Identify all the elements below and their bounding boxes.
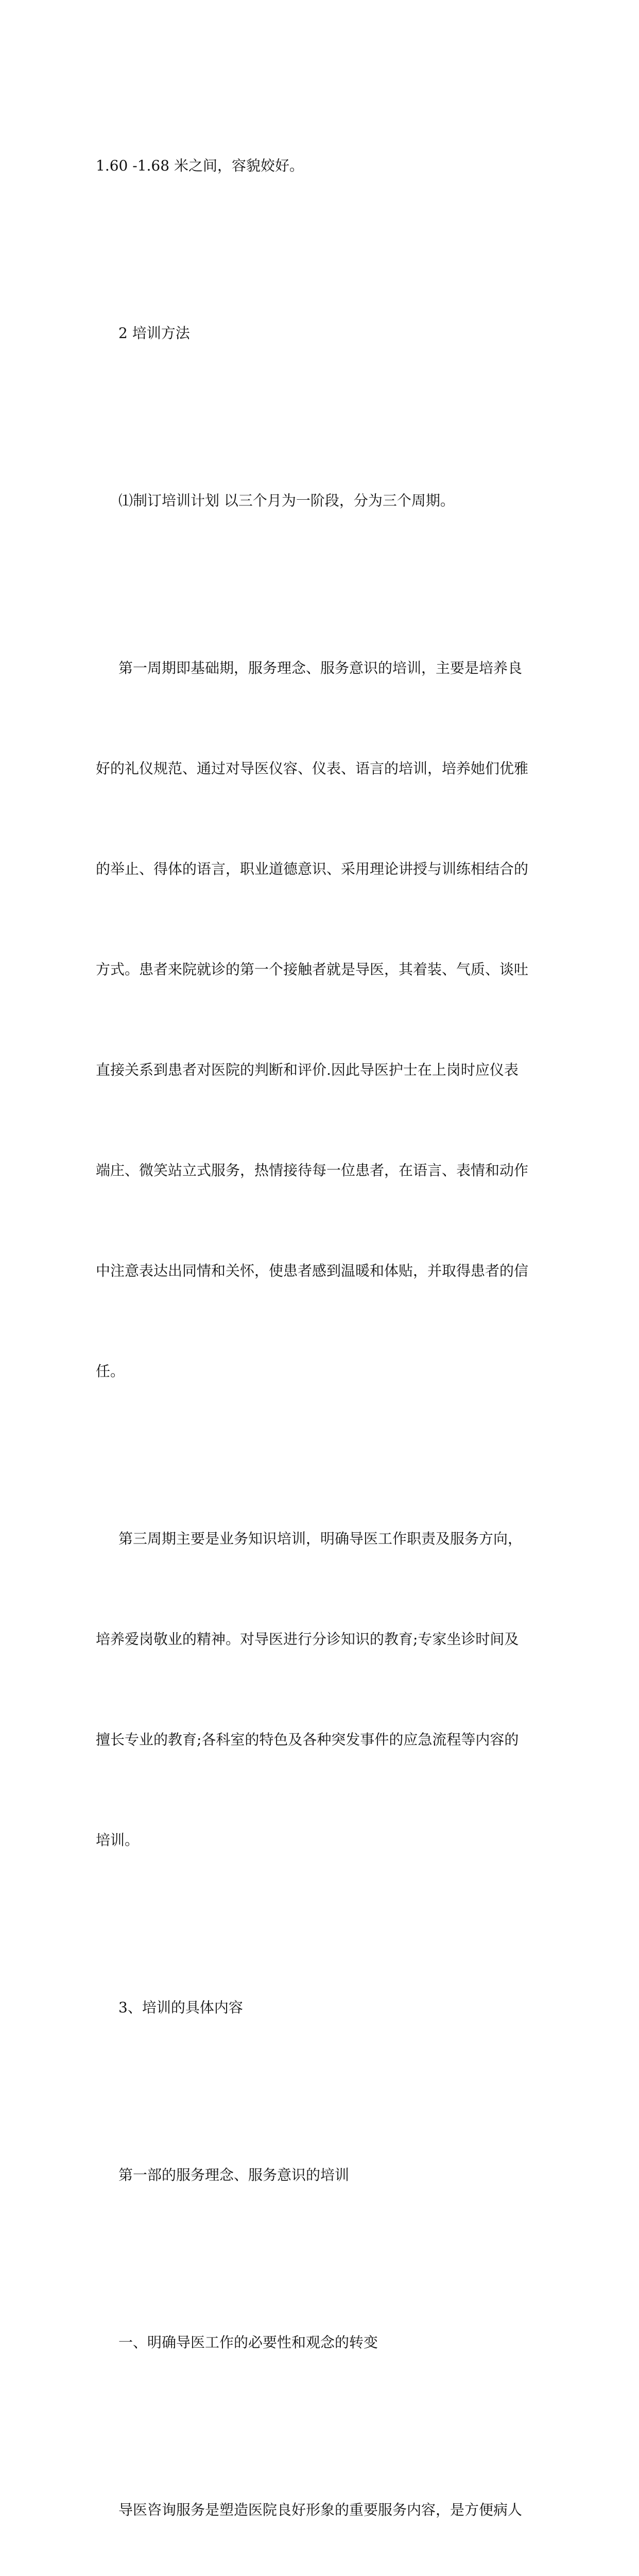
paragraph-first-cycle [96, 584, 543, 1455]
section-heading-training-content [96, 1924, 543, 2091]
text-line: 的举止、得体的语言，职业道德意识、采用理论讲授与训练相结合的 [96, 860, 529, 877]
text-line: 方式。患者来院就诊的第一个接触者就是导医，其着装、气质、谈吐 [96, 961, 529, 978]
text-line: 第一周期即基础期，服务理念、服务意识的培训，主要是培养良 [118, 659, 523, 676]
subheading-training-plan [96, 417, 543, 584]
text-line: 1.60 -1.68 米之间，容貌姣好。 [96, 157, 304, 174]
paragraph-height-range [96, 82, 543, 249]
text-line: 任。 [96, 1363, 125, 1380]
text-line: 培训。 [96, 1832, 140, 1849]
text-line: 3、培训的具体内容 [118, 1999, 243, 2016]
paragraph-guide-service [96, 2426, 543, 2576]
subheading-part-one [96, 2091, 543, 2259]
text-line: 直接关系到患者对医院的判断和评价.因此导医护士在上岗时应仪表 [96, 1061, 519, 1078]
text-line: 擅长专业的教育;各科室的特色及各种突发事件的应急流程等内容的 [96, 1731, 519, 1748]
section-heading-training-method [96, 249, 543, 417]
text-line: 2 培训方法 [118, 325, 190, 342]
paragraph-third-cycle [96, 1455, 543, 1924]
subheading-necessity [96, 2259, 543, 2426]
text-line: 中注意表达出同情和关怀，使患者感到温暖和体贴，并取得患者的信 [96, 1262, 529, 1279]
text-line: 培养爱岗敬业的精神。对导医进行分诊知识的教育;专家坐诊时间及 [96, 1631, 519, 1648]
text-line: ⑴制订培训计划 以三个月为一阶段，分为三个周期。 [118, 492, 455, 509]
text-line: 第一部的服务理念、服务意识的培训 [118, 2166, 350, 2183]
text-line: 端庄、微笑站立式服务，热情接待每一位患者，在语言、表情和动作 [96, 1162, 529, 1179]
text-line: 第三周期主要是业务知识培训，明确导医工作职责及服务方向， [118, 1530, 523, 1547]
text-line: 一、明确导医工作的必要性和观念的转变 [118, 2334, 378, 2351]
document-body [96, 82, 543, 2576]
text-line: 导医咨询服务是塑造医院良好形象的重要服务内容，是方便病人 [118, 2501, 523, 2518]
text-line: 好的礼仪规范、通过对导医仪容、仪表、语言的培训，培养她们优雅 [96, 760, 529, 777]
